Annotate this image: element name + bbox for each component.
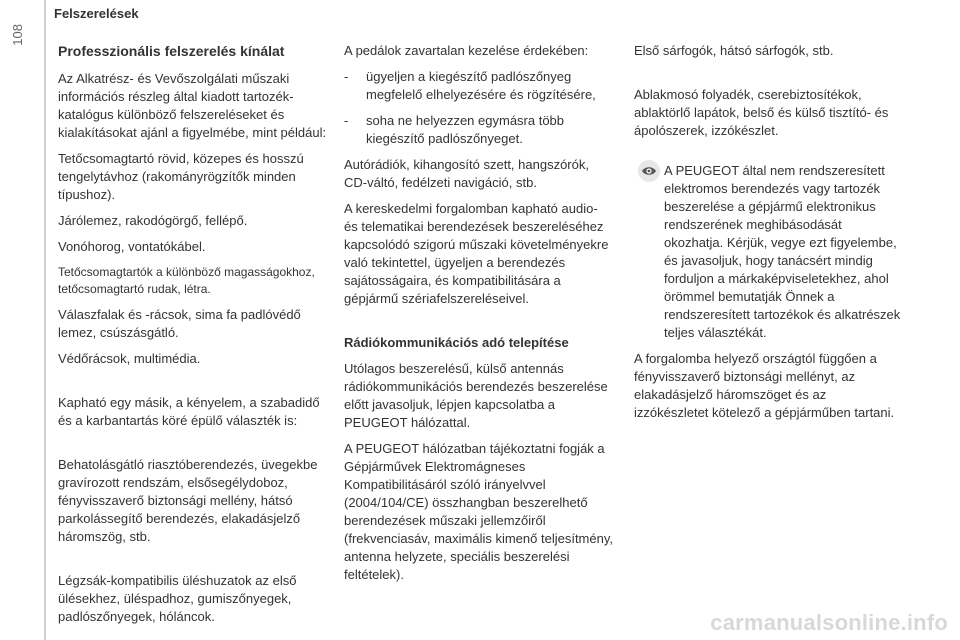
chapter-title: Felszerelések xyxy=(54,6,139,21)
list-item-text: ügyeljen a kiegészítő padlószőnyeg megfelelő elhelyezésére és rögzítésére, xyxy=(366,69,596,102)
eye-icon-glyph xyxy=(641,165,657,177)
section-heading: Professzionális felszerelés kínálat xyxy=(58,43,285,59)
accessory-item: Védőrácsok, multimédia. xyxy=(58,351,201,366)
pedals-intro: A pedálok zavartalan kezelése érdekében: xyxy=(344,43,589,58)
comfort-range-paragraph: Behatolásgátló riasztóberendezés, üvegekbe gravírozott rendszám, elsősegélydoboz, fényvisszaverő biztonsági mellény, hátsó parkolássegítő berendezés, elakadásjelző háromszög, stb. xyxy=(58,457,318,544)
left-margin-rule xyxy=(44,0,46,640)
intro-paragraph: Az Alkatrész- és Vevőszolgálati műszaki információs részleg által kiadott tartozék-katalógus különböző felszereléseket és kialakításokat ajánl a figyelmébe, mint például: xyxy=(58,71,327,140)
radio-paragraph: Utólagos beszerelésű, külső antennás rádiókommunikációs berendezés beszerelése előtt javasoljuk, lépjen kapcsolatba a PEUGEOT hálózattal. xyxy=(344,361,608,430)
accessory-item: Tetőcsomagtartó rövid, közepes és hosszú tengelytávhoz (rakományrögzítők minden típushoz). xyxy=(58,151,304,202)
column-2 xyxy=(344,42,614,592)
accessory-item: Tetőcsomagtartók a különböző magasságokhoz, tetőcsomagtartó rudak, létra. xyxy=(58,265,315,296)
list-item-text: soha ne helyezzen egymásra több kiegészítő padlószőnyeget. xyxy=(366,113,565,146)
notice-paragraph: A PEUGEOT által nem rendszeresített elektromos berendezés vagy tartozék beszerelése a gépjármű elektronikus rendszerének meghibásodását okozhatja. Kérjük, vegye ezt figyelembe, és javasoljuk, hogy tanácsért mindig forduljon a márkaképviseletekhez, ahol örömmel bemutatják Önnek a rendszeresített tartozékok és alkatrészek teljes választékát. xyxy=(664,163,901,340)
accessory-item: Első sárfogók, hátsó sárfogók, stb. xyxy=(634,43,834,58)
notice-paragraph: A forgalomba helyező országtól függően a fényvisszaverő biztonsági mellényt, az elakadásjelző háromszöget és az izzókészletet kötelező a gépjárműben tartani. xyxy=(634,351,895,420)
radio-subheading: Rádiókommunikációs adó telepítése xyxy=(344,335,569,350)
page-number: 108 xyxy=(10,24,25,46)
accessory-item: Vonóhorog, vontatókábel. xyxy=(58,239,206,254)
list-item xyxy=(344,112,614,148)
accessory-item: Ablakmosó folyadék, cserebiztosítékok, ablaktörlő lapátok, belső és külső tisztító- és ápolószerek, izzókészlet. xyxy=(634,87,889,138)
telematics-paragraph: A kereskedelmi forgalomban kapható audio- és telematikai berendezések beszereléséhez kapcsolódó szigorú műszaki követelményekre való tekintettel, ügyeljen a berendezés sajátosságaira, és kompatibilitására a gépjármű szériafelszereléseivel. xyxy=(344,201,609,306)
accessory-item: Válaszfalak és -rácsok, sima fa padlóvédő lemez, csúszásgátló. xyxy=(58,307,301,340)
accessory-item: Járólemez, rakodógörgő, fellépő. xyxy=(58,213,248,228)
dash-bullet: - xyxy=(344,69,349,84)
column-1 xyxy=(58,42,328,634)
pedal-bullet-list xyxy=(344,68,614,148)
seat-range-paragraph: Légzsák-kompatibilis üléshuzatok az első ülésekhez, üléspadhoz, gumiszőnyegek, padlószőnyegek, hóláncok. xyxy=(58,573,297,624)
eye-icon xyxy=(638,160,660,182)
notice-block xyxy=(634,162,904,422)
watermark: carmanualsonline.info xyxy=(710,610,948,635)
column-3 xyxy=(634,42,904,430)
range-intro-paragraph: Kapható egy másik, a kényelem, a szabadidő és a karbantartás köré épülő választék is: xyxy=(58,395,320,428)
directive-paragraph: A PEUGEOT hálózatban tájékoztatni fogják a Gépjárművek Elektromágneses Kompatibilitásáról szóló irányelvvel (2004/104/CE) összhangban beszerelhető berendezések műszaki jellemzőiről (frekvenciasáv, maximális kimenő teljesítmény, antenna helyzete, speciális beszerelési feltételek). xyxy=(344,441,613,582)
audio-paragraph: Autórádiók, kihangosító szett, hangszórók, CD-váltó, fedélzeti navigáció, stb. xyxy=(344,157,589,190)
dash-bullet: - xyxy=(344,113,349,128)
list-item xyxy=(344,68,614,104)
